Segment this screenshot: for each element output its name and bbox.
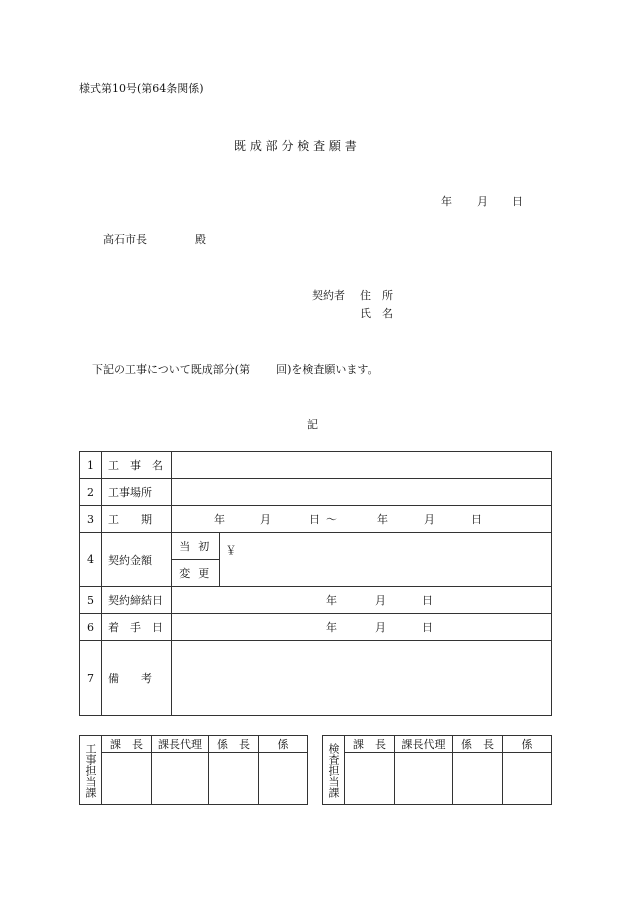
row-number: 5 bbox=[80, 587, 102, 614]
stamp-cell[interactable] bbox=[453, 753, 503, 805]
request-text-after: 回)を検査願います。 bbox=[276, 363, 379, 376]
table-row bbox=[80, 506, 552, 533]
row-number: 1 bbox=[80, 452, 102, 479]
stamp-col-header: 課 長 bbox=[102, 736, 152, 753]
start-date-year: 年 bbox=[326, 621, 337, 634]
stamp-col-header: 係 bbox=[259, 736, 308, 753]
remarks-field[interactable] bbox=[172, 641, 552, 716]
row-label: 着 手 日 bbox=[102, 614, 172, 641]
contract-date-day: 日 bbox=[422, 594, 433, 607]
page-title: 既 成 部 分 検 査 願 書 bbox=[234, 139, 357, 153]
stamp-box-inspection bbox=[322, 735, 552, 805]
stamp-cell[interactable] bbox=[209, 753, 259, 805]
period-end-month: 月 bbox=[424, 513, 435, 526]
amount-changed-label: 変更 bbox=[172, 560, 219, 587]
contract-date-month: 月 bbox=[375, 594, 386, 607]
period-field[interactable] bbox=[172, 506, 552, 533]
row-label: 工 事 名 bbox=[102, 452, 172, 479]
stamp-col-header: 課 長 bbox=[345, 736, 395, 753]
stamp-cell[interactable] bbox=[345, 753, 395, 805]
stamp-cell[interactable] bbox=[395, 753, 453, 805]
table-row bbox=[80, 452, 552, 479]
start-date-month: 月 bbox=[375, 621, 386, 634]
stamp-cell[interactable] bbox=[152, 753, 209, 805]
details-table bbox=[79, 451, 552, 716]
ki-heading: 記 bbox=[307, 418, 318, 431]
addressee-honorific: 殿 bbox=[195, 233, 206, 246]
row-label: 備 考 bbox=[102, 641, 172, 716]
row-number: 2 bbox=[80, 479, 102, 506]
address-label: 住 所 bbox=[360, 289, 393, 302]
contract-date-year: 年 bbox=[326, 594, 337, 607]
yen-sign: ￥ bbox=[225, 544, 237, 557]
name-label: 氏 名 bbox=[360, 307, 393, 320]
construction-name-field[interactable] bbox=[172, 452, 552, 479]
stamp-cell[interactable] bbox=[503, 753, 552, 805]
stamp-cell[interactable] bbox=[259, 753, 308, 805]
date-year-label: 年 bbox=[441, 195, 452, 208]
row-label: 工 期 bbox=[102, 506, 172, 533]
table-row bbox=[80, 533, 552, 587]
stamp-col-header: 係 長 bbox=[453, 736, 503, 753]
table-row bbox=[80, 614, 552, 641]
period-end-year: 年 bbox=[377, 513, 388, 526]
request-text-before: 下記の工事について既成部分(第 bbox=[92, 363, 251, 376]
row-number: 4 bbox=[80, 533, 102, 587]
row-label: 契約締結日 bbox=[102, 587, 172, 614]
row-label: 工事場所 bbox=[102, 479, 172, 506]
contract-date-field[interactable] bbox=[172, 587, 552, 614]
row-number: 3 bbox=[80, 506, 102, 533]
amount-initial-label: 当初 bbox=[172, 533, 219, 560]
stamp-col-header: 係 bbox=[503, 736, 552, 753]
stamp-side-label: 検査担当課 bbox=[323, 736, 345, 805]
date-day-label: 日 bbox=[512, 195, 523, 208]
addressee-name: 高石市長 bbox=[103, 233, 147, 246]
date-month-label: 月 bbox=[477, 195, 488, 208]
construction-site-field[interactable] bbox=[172, 479, 552, 506]
stamp-col-header: 課長代理 bbox=[395, 736, 453, 753]
table-row bbox=[80, 587, 552, 614]
table-row bbox=[80, 641, 552, 716]
start-date-day: 日 bbox=[422, 621, 433, 634]
stamp-col-header: 係 長 bbox=[209, 736, 259, 753]
period-start-year: 年 bbox=[214, 513, 225, 526]
contract-amount-cell bbox=[172, 533, 552, 587]
row-number: 6 bbox=[80, 614, 102, 641]
stamp-side-label: 工事担当課 bbox=[80, 736, 102, 805]
row-number: 7 bbox=[80, 641, 102, 716]
period-start-month: 月 bbox=[260, 513, 271, 526]
request-text bbox=[92, 361, 379, 377]
table-row bbox=[80, 479, 552, 506]
period-start-day: 日 bbox=[309, 513, 320, 526]
amount-field[interactable] bbox=[219, 533, 551, 586]
contractor-role: 契約者 bbox=[312, 289, 345, 302]
row-label: 契約金額 bbox=[102, 533, 172, 587]
period-end-day: 日 bbox=[471, 513, 482, 526]
stamp-cell[interactable] bbox=[102, 753, 152, 805]
period-tilde: ～ bbox=[326, 513, 337, 526]
start-date-field[interactable] bbox=[172, 614, 552, 641]
stamp-box-construction bbox=[79, 735, 308, 805]
stamp-col-header: 課長代理 bbox=[152, 736, 209, 753]
form-number: 様式第10号(第64条関係) bbox=[79, 82, 204, 95]
